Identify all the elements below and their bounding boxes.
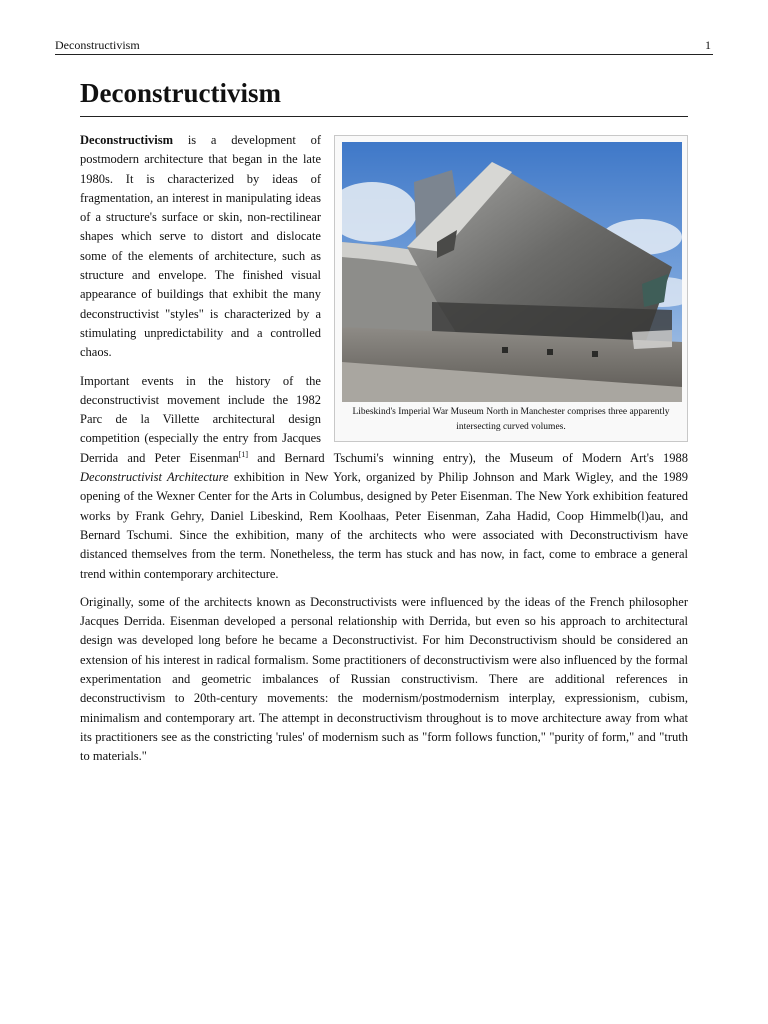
exhibition-title: Deconstructivist Architecture — [80, 470, 229, 485]
paragraph-2-part1: Important events in the history of the deconstructivist movement include the 1982 Parc de la Villette architectural design competition (especially the entry from Jacques Derrida and Peter Eisenman — [80, 373, 321, 465]
article-heading: Deconstructivism — [80, 76, 688, 117]
paragraph-2-part2: and Bernard Tschumi's winning entry), the Museum of Modern Art's 1988 — [248, 450, 688, 465]
museum-photo — [342, 142, 682, 402]
figure — [334, 135, 688, 442]
paragraph-3: Originally, some of the architects known as Deconstructivists were influenced by the ideas of the French philosopher Jacques Derrida. Eisenman developed a personal relationship with Derrida, but even so his approach to architectural design was developed long before he became a Deconstructivist. For him Deconstructivism should be considered an extension of his interest in radical formalism. Some practitioners of deconstructivism were also influenced by the formal experimentation and geometric imbalances of Russian constructivism. There are additional references in deconstructivism to 20th-century movements: the modernism/postmodernism interplay, expressionism, cubism, minimalism and contemporary art. The attempt in deconstructivism throughout is to move architecture away from what its practitioners see as the constricting 'rules' of modernism such as "form follows function," "purity of form," and "truth to materials." — [80, 594, 688, 764]
article-body — [80, 131, 688, 776]
paragraph-1-lead: Deconstructivism — [80, 133, 174, 147]
figure-caption: Libeskind's Imperial War Museum North in Manchester comprises three apparently intersecting curved volumes. — [352, 407, 670, 432]
paragraph-1-text: is a development of postmodern architecture that began in the late 1980s. It is characterized by ideas of fragmentation, an interest in manipulating ideas of a structure's surface or skin, non-rectilinear shapes which serve to distort and dislocate some of the elements of architecture, such as structure and envelope. The finished visual appearance of buildings that exhibit the many deconstructivist "styles" is characterized by a stimulating unpredictability and a controlled chaos. — [80, 133, 321, 360]
page-number: 1 — [705, 38, 711, 52]
citation-link[interactable]: [1] — [238, 449, 249, 459]
running-header — [55, 38, 713, 55]
running-header-title: Deconstructivism — [55, 38, 140, 52]
paragraph-2-part3: exhibition in New York, organized by Philip Johnson and Mark Wigley, and the 1989 opening of the Wexner Center for the Arts in Columbus, designed by Peter Eisenman. The New York exhibition featured works by Frank Gehry, Daniel Libeskind, Rem Koolhaas, Peter Eisenman, Zaha Hadid, Coop Himmelb(l)au, and Bernard Tschumi. Since the exhibition, many of the architects who were associated with Deconstructivism have distanced themselves from the term. Nonetheless, the term has stuck and has now, in fact, come to embrace a general trend within contemporary architecture. — [80, 470, 688, 581]
